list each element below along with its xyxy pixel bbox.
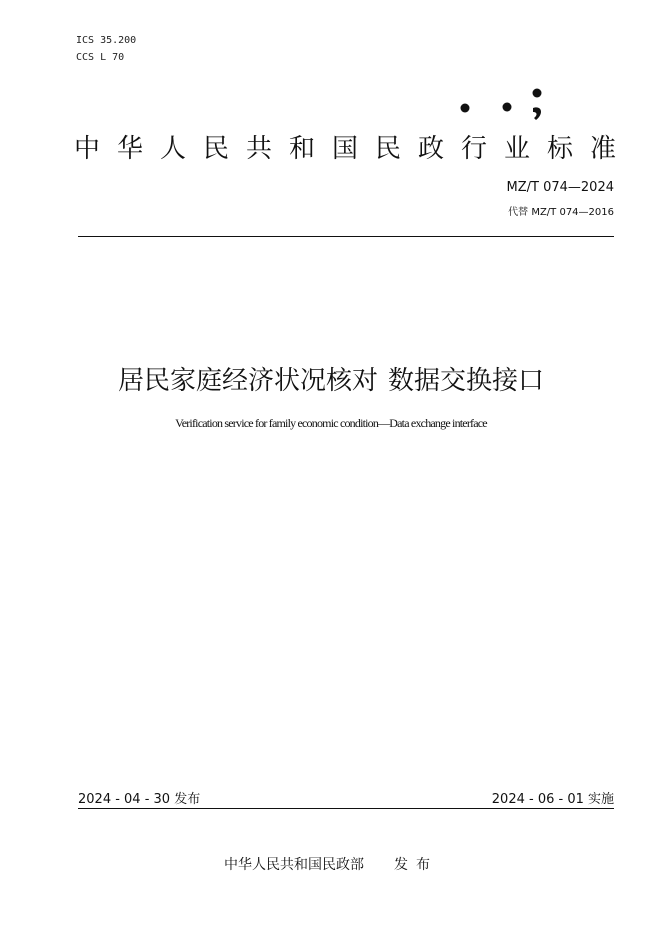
implementation-date: 2024 - 06 - 01 实施 bbox=[491, 792, 614, 807]
issue-date: 2024 - 04 - 30 发布 bbox=[78, 792, 201, 807]
standard-category-title: 中华人民共和国民政行业标准 bbox=[74, 134, 634, 164]
classification-codes bbox=[76, 32, 136, 66]
document-title bbox=[0, 360, 662, 397]
replaces-standard: 代替 MZ/T 074—2016 bbox=[508, 207, 614, 218]
issue-word: 发布 bbox=[394, 857, 438, 873]
ccs-code: CCS L 70 bbox=[76, 52, 125, 63]
ics-code: ICS 35.200 bbox=[76, 35, 137, 46]
issuer-name: 中华人民共和国民政部 bbox=[224, 857, 364, 873]
issuing-authority bbox=[0, 854, 662, 874]
bottom-divider bbox=[78, 808, 614, 809]
ministry-logo-icon bbox=[452, 86, 552, 126]
document-title-part1: 居民家庭经济状况核对 bbox=[117, 366, 378, 396]
document-title-part2: 数据交换接口 bbox=[388, 366, 545, 396]
top-divider bbox=[78, 236, 614, 237]
standard-number: MZ/T 074—2024 bbox=[506, 180, 614, 195]
english-title: Verification service for family economic condition—Data exchange interface bbox=[175, 416, 487, 430]
